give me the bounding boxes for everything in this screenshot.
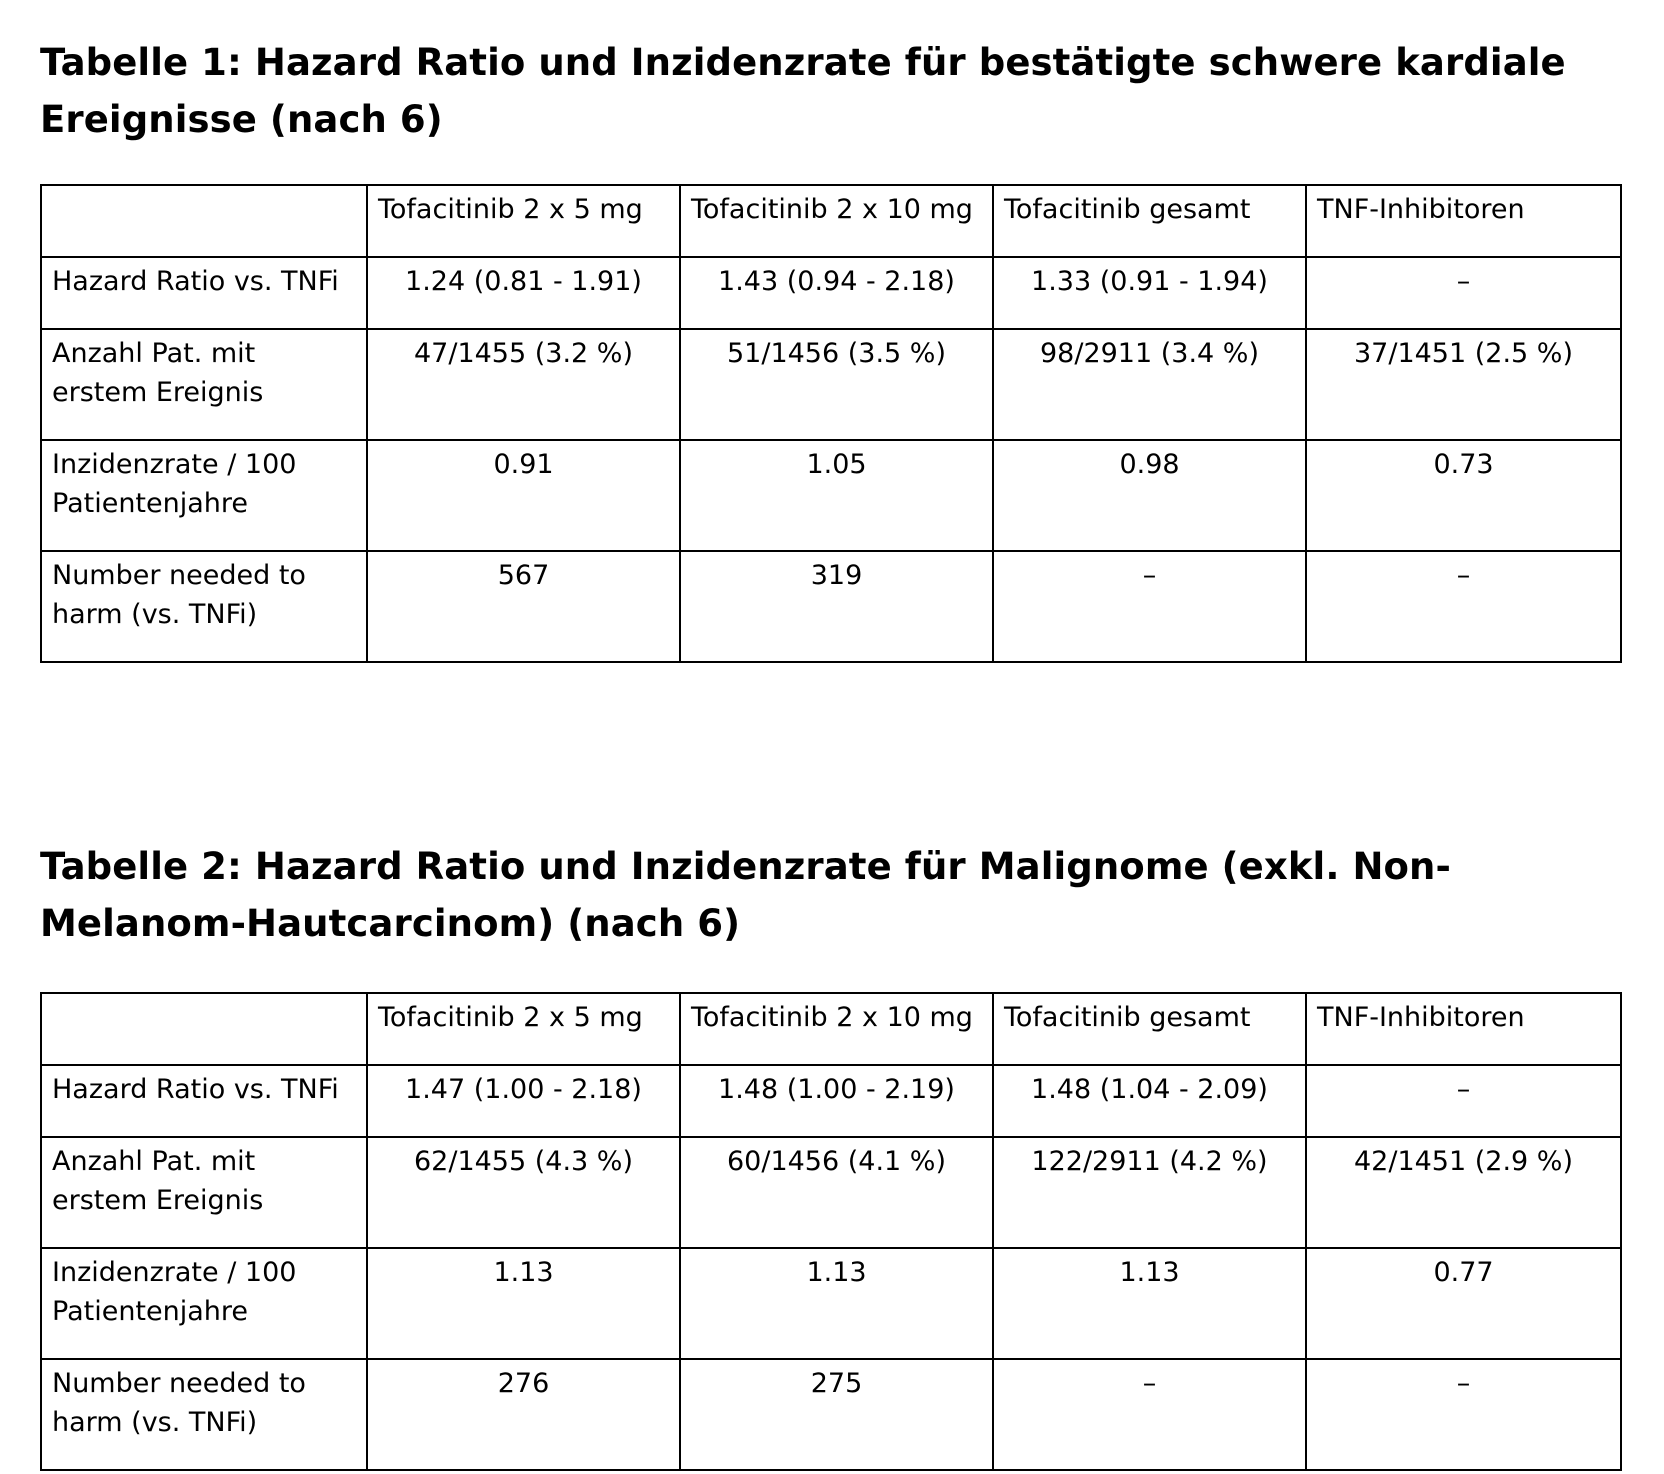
table-cell: – bbox=[1306, 1065, 1621, 1137]
row-label: Anzahl Pat. mit erstem Ereignis bbox=[41, 1137, 367, 1248]
table-1-col-header: Tofacitinib 2 x 5 mg bbox=[367, 185, 680, 257]
table-cell: 60/1456 (4.1 %) bbox=[680, 1137, 993, 1248]
table-cell: 1.33 (0.91 - 1.94) bbox=[993, 257, 1306, 329]
table-cell: 0.91 bbox=[367, 440, 680, 551]
table-2-row-incidence bbox=[41, 1248, 1621, 1359]
table-cell: – bbox=[1306, 551, 1621, 662]
table-1-col-header: Tofacitinib gesamt bbox=[993, 185, 1306, 257]
table-2-section bbox=[40, 838, 1620, 1471]
table-cell: 62/1455 (4.3 %) bbox=[367, 1137, 680, 1248]
table-cell: 1.47 (1.00 - 2.18) bbox=[367, 1065, 680, 1137]
table-2-col-header: Tofacitinib 2 x 10 mg bbox=[680, 993, 993, 1065]
table-2-col-header: TNF-Inhibitoren bbox=[1306, 993, 1621, 1065]
table-1 bbox=[40, 184, 1622, 663]
table-cell: 319 bbox=[680, 551, 993, 662]
table-cell: 1.13 bbox=[367, 1248, 680, 1359]
table-1-row-nnh bbox=[41, 551, 1621, 662]
table-1-header-row bbox=[41, 185, 1621, 257]
table-cell: – bbox=[993, 551, 1306, 662]
table-cell: 276 bbox=[367, 1359, 680, 1470]
table-cell: 0.98 bbox=[993, 440, 1306, 551]
table-cell: 1.48 (1.04 - 2.09) bbox=[993, 1065, 1306, 1137]
table-cell: 42/1451 (2.9 %) bbox=[1306, 1137, 1621, 1248]
table-1-title: Tabelle 1: Hazard Ratio und Inzidenzrate für bestätigte schwere kardiale Ereignisse (nach 6) bbox=[40, 41, 1566, 141]
table-1-col-header: Tofacitinib 2 x 10 mg bbox=[680, 185, 993, 257]
table-cell: – bbox=[1306, 257, 1621, 329]
table-cell: – bbox=[1306, 1359, 1621, 1470]
row-label: Number needed to harm (vs. TNFi) bbox=[41, 551, 367, 662]
table-2-title: Tabelle 2: Hazard Ratio und Inzidenzrate für Malignome (exkl. Non-Melanom-Hautcarcinom) (nach 6) bbox=[40, 845, 1451, 945]
table-1-row-patients bbox=[41, 329, 1621, 440]
table-cell: 37/1451 (2.5 %) bbox=[1306, 329, 1621, 440]
table-cell: 122/2911 (4.2 %) bbox=[993, 1137, 1306, 1248]
table-cell: 1.43 (0.94 - 2.18) bbox=[680, 257, 993, 329]
table-cell: 0.77 bbox=[1306, 1248, 1621, 1359]
table-cell: 1.48 (1.00 - 2.19) bbox=[680, 1065, 993, 1137]
table-2-header-row bbox=[41, 993, 1621, 1065]
table-cell: 1.24 (0.81 - 1.91) bbox=[367, 257, 680, 329]
table-2-row-hazard-ratio bbox=[41, 1065, 1621, 1137]
table-cell: 0.73 bbox=[1306, 440, 1621, 551]
table-cell: 567 bbox=[367, 551, 680, 662]
table-2-col-header: Tofacitinib 2 x 5 mg bbox=[367, 993, 680, 1065]
table-cell: 98/2911 (3.4 %) bbox=[993, 329, 1306, 440]
table-cell: 1.13 bbox=[680, 1248, 993, 1359]
table-1-row-incidence bbox=[41, 440, 1621, 551]
table-1-col-header: TNF-Inhibitoren bbox=[1306, 185, 1621, 257]
table-1-corner-cell bbox=[41, 185, 367, 257]
table-1-row-hazard-ratio bbox=[41, 257, 1621, 329]
row-label: Inzidenzrate / 100 Patientenjahre bbox=[41, 1248, 367, 1359]
table-cell: – bbox=[993, 1359, 1306, 1470]
table-cell: 1.05 bbox=[680, 440, 993, 551]
table-2-row-nnh bbox=[41, 1359, 1621, 1470]
row-label: Inzidenzrate / 100 Patientenjahre bbox=[41, 440, 367, 551]
table-2 bbox=[40, 992, 1622, 1471]
table-2-row-patients bbox=[41, 1137, 1621, 1248]
table-2-corner-cell bbox=[41, 993, 367, 1065]
table-cell: 47/1455 (3.2 %) bbox=[367, 329, 680, 440]
row-label: Hazard Ratio vs. TNFi bbox=[41, 257, 367, 329]
table-cell: 51/1456 (3.5 %) bbox=[680, 329, 993, 440]
table-cell: 275 bbox=[680, 1359, 993, 1470]
row-label: Anzahl Pat. mit erstem Ereignis bbox=[41, 329, 367, 440]
table-cell: 1.13 bbox=[993, 1248, 1306, 1359]
row-label: Hazard Ratio vs. TNFi bbox=[41, 1065, 367, 1137]
row-label: Number needed to harm (vs. TNFi) bbox=[41, 1359, 367, 1470]
table-1-section bbox=[40, 34, 1620, 663]
table-2-col-header: Tofacitinib gesamt bbox=[993, 993, 1306, 1065]
